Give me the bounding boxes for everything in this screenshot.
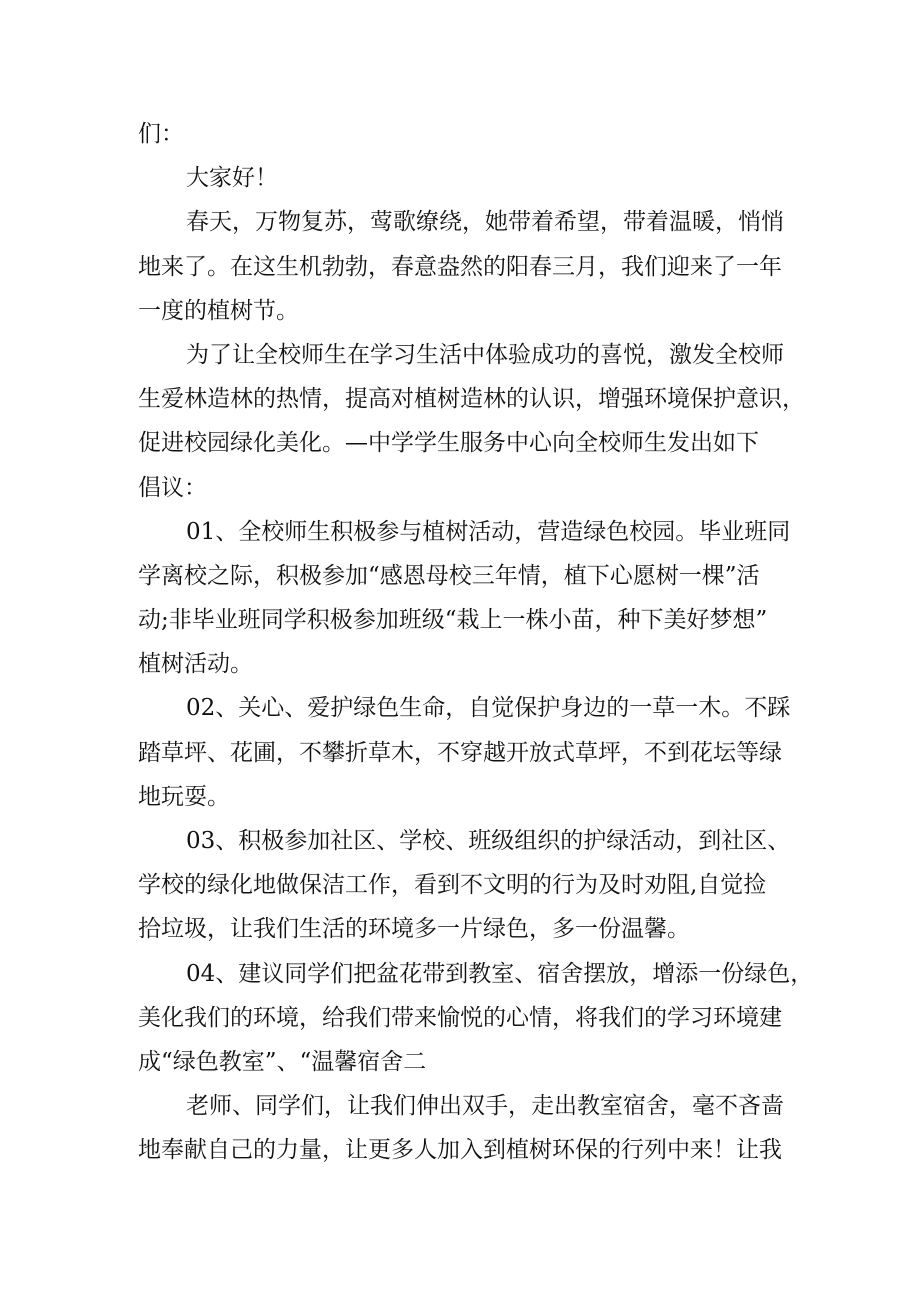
text-line: 植树活动。 — [138, 651, 253, 678]
text-line: 老师、同学们，让我们伸出双手，走出教室宿舍，毫不吝啬 — [186, 1093, 784, 1120]
text-line: 01、全校师生积极参与植树活动，营造绿色校园。毕业班同 — [186, 518, 791, 545]
text-line: 大家好！ — [186, 165, 278, 192]
text-line: 为了让全校师生在学习生活中体验成功的喜悦，激发全校师 — [186, 341, 784, 368]
text-line: 倡议： — [138, 474, 207, 501]
text-line: 春天，万物复苏，莺歌缭绕，她带着希望，带着温暖，悄悄 — [186, 209, 784, 236]
text-line: 02、关心、爱护绿色生命，自觉保护身边的一草一木。不踩 — [186, 695, 791, 722]
text-line: 地来了。在这生机勃勃，春意盎然的阳春三月，我们迎来了一年 — [138, 253, 782, 280]
text-line: 学校的绿化地做保洁工作，看到不文明的行为及时劝阻,自觉捡 — [138, 872, 767, 899]
text-line: 踏草坪、花圃，不攀折草木，不穿越开放式草坪，不到花坛等绿 — [138, 739, 782, 766]
text-line: 学离校之际，积极参加“感恩母校三年情，植下心愿树一棵”活 — [138, 562, 760, 589]
text-line: 美化我们的环境，给我们带来愉悦的心情，将我们的学习环境建 — [138, 1004, 782, 1031]
text-line: 成“绿色教室”、“温馨宿舍二 — [138, 1048, 427, 1075]
text-line: 03、积极参加社区、学校、班级组织的护绿活动，到社区、 — [186, 828, 791, 854]
text-line: 04、建议同学们把盆花带到教室、宿舍摆放，增添一份绿色， — [186, 960, 814, 987]
text-line: 地奉献自己的力量，让更多人加入到植树环保的行列中来！让我 — [138, 1137, 782, 1164]
text-line: 一度的植树节。 — [138, 297, 299, 324]
text-line: 动;非毕业班同学积极参加班级“栽上一株小苗，种下美好梦想” — [138, 607, 768, 634]
text-line: 地玩耍。 — [138, 783, 230, 810]
text-line: 拾垃圾，让我们生活的环境多一片绿色，多一份温馨。 — [138, 916, 690, 943]
text-line: 生爱林造林的热情，提高对植树造林的认识，增强环境保护意识， — [138, 386, 805, 413]
document-body — [138, 112, 814, 1173]
text-line: 们： — [138, 121, 184, 147]
text-line: 促进校园绿化美化。—中学学生服务中心向全校师生发出如下 — [138, 430, 759, 457]
